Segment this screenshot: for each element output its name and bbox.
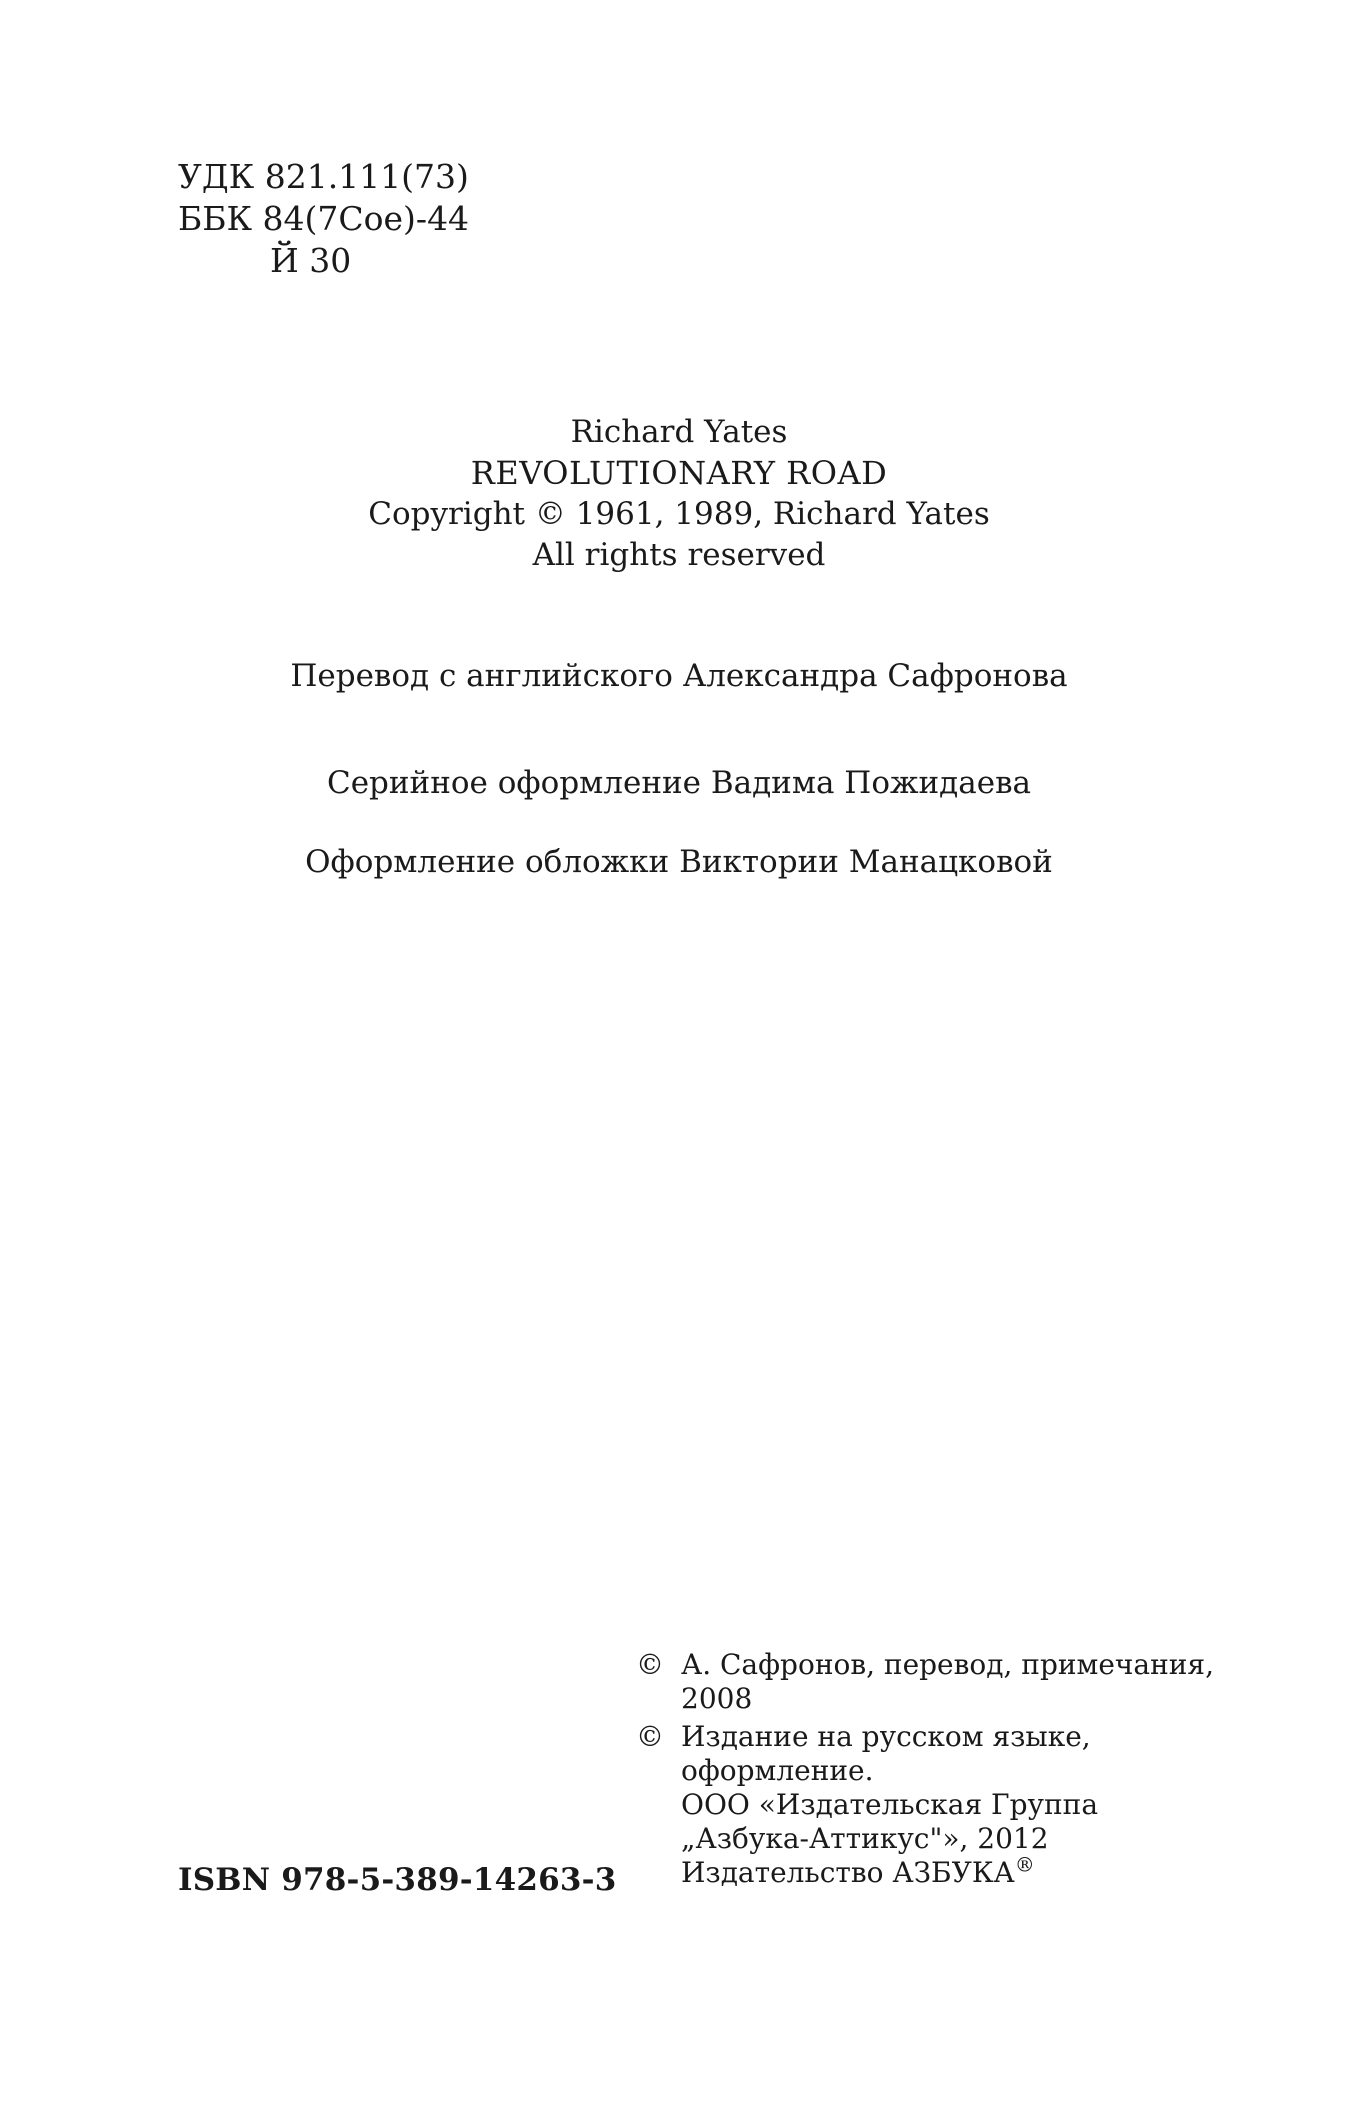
series-design-credit: Серийное оформление Вадима Пожидаева	[326, 765, 1032, 801]
original-title: REVOLUTIONARY ROAD	[470, 454, 888, 492]
publisher-name: Издательство АЗБУКА	[681, 1856, 1015, 1889]
translator-credit: Перевод с английского Александра Сафронова	[290, 658, 1068, 694]
publisher-name-line	[681, 1852, 1196, 1890]
copyright-sign: ©	[636, 1720, 664, 1753]
translation-copyright	[636, 1648, 1214, 1716]
translation-copyright-year: 2008	[681, 1682, 753, 1715]
copyright-sign: ©	[636, 1648, 664, 1681]
bbk-code: ББК 84(7Сое)-44	[178, 199, 470, 238]
original-copyright: Copyright © 1961, 1989, Richard Yates	[368, 496, 990, 532]
isbn: ISBN 978-5-389-14263-3	[178, 1862, 617, 1898]
original-author: Richard Yates	[570, 414, 788, 450]
edition-copyright	[636, 1720, 1196, 1890]
rights-notice: All rights reserved	[532, 537, 826, 573]
edition-copyright-line-4: „Азбука-Аттикус"», 2012	[681, 1822, 1049, 1855]
russian-copyright-block	[636, 1648, 1214, 1894]
edition-copyright-line-3: ООО «Издательская Группа	[681, 1788, 1099, 1821]
cover-design-credit: Оформление обложки Виктории Манацковой	[305, 844, 1053, 880]
edition-copyright-line-1: Издание на русском языке,	[681, 1720, 1091, 1753]
classification-codes	[178, 156, 469, 282]
translation-copyright-line: А. Сафронов, перевод, примечания,	[681, 1648, 1214, 1681]
edition-copyright-line-2: оформление.	[681, 1754, 874, 1787]
author-mark: Й 30	[270, 241, 352, 280]
original-edition-info	[0, 412, 1358, 576]
registered-mark: ®	[1014, 1852, 1035, 1877]
udk-code: УДК 821.111(73)	[178, 157, 469, 196]
